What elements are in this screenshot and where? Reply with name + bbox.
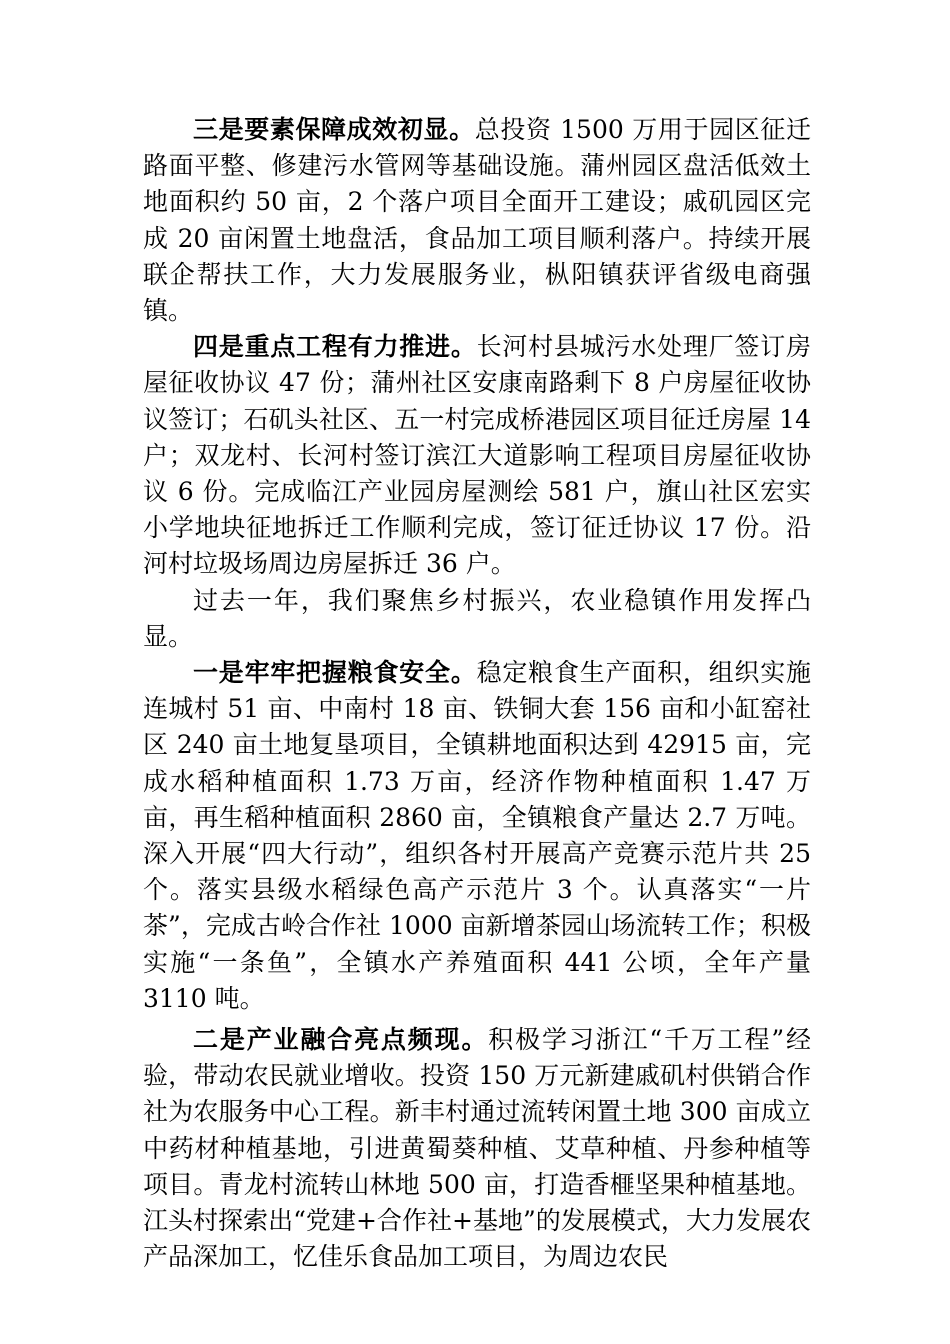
paragraph-rural-revitalization (143, 583, 811, 655)
paragraph-lead: 四是重点工程有力推进。 (193, 332, 477, 362)
paragraph-text: 过去一年，我们聚焦乡村振兴，农业稳镇作用发挥凸显。 (143, 585, 811, 651)
paragraph-industry-integration (143, 1022, 811, 1275)
paragraph-lead: 一是牢牢把握粮食安全。 (193, 658, 477, 688)
paragraph-text: 总投资 1500 万用于园区征迁路面平整、修建污水管网等基础设施。蒲州园区盘活低效土地面积约 50 亩，2 个落户项目全面开工建设；戚矶园区完成 20 亩闲置土地盘活，食品加工项目顺利落户。持续开展联企帮扶工作，大力发展服务业，枞阳镇获评省级电商强镇。 (143, 115, 811, 326)
paragraph-text: 长河村县城污水处理厂签订房屋征收协议 47 份；蒲州社区安康南路剩下 8 户房屋征收协议签订；石矶头社区、五一村完成桥港园区项目征迁房屋 14 户；双龙村、长河村签订滨江大道影响工程项目房屋征收协议 6 份。完成临江产业园房屋测绘 581 户，旗山社区宏实小学地块征地拆迁工作顺利完成，签订征迁协议 17 份。沿河村垃圾场周边房屋拆迁 36 户。 (143, 332, 811, 579)
document-body (143, 112, 811, 1276)
paragraph-grain-security (143, 655, 811, 1017)
paragraph-text: 稳定粮食生产面积，组织实施连城村 51 亩、中南村 18 亩、铁铜大套 156 亩和小缸窑社区 240 亩土地复垦项目，全镇耕地面积达到 42915 亩，完成水稻种植面积 1.73 万亩，经济作物种植面积 1.47 万亩，再生稻种植面积 2860 亩，全镇粮食产量达 2.7 万吨。深入开展“四大行动”，组织各村开展高产竞赛示范片共 25 个。落实县级水稻绿色高产示范片 3 个。认真落实“一片茶”，完成古岭合作社 1000 亩新增茶园山场流转工作；积极实施“一条鱼”，全镇水产养殖面积 441 公顷，全年产量 3110 吨。 (143, 658, 811, 1013)
paragraph-key-projects (143, 329, 811, 582)
paragraph-lead: 二是产业融合亮点频现。 (193, 1025, 489, 1055)
paragraph-text: 积极学习浙江“千万工程”经验，带动农民就业增收。投资 150 万元新建戚矶村供销合作社为农服务中心工程。新丰村通过流转闲置土地 300 亩成立中药材种植基地，引进黄蜀葵种植、艾草种植、丹参种植等项目。青龙村流转山林地 500 亩，打造香榧坚果种植基地。江头村探索出“党建+合作社+基地”的发展模式，大力发展农产品深加工，忆佳乐食品加工项目，为周边农民 (143, 1025, 811, 1272)
paragraph-lead: 三是要素保障成效初显。 (193, 115, 475, 144)
paragraph-factor-guarantee (143, 112, 811, 329)
